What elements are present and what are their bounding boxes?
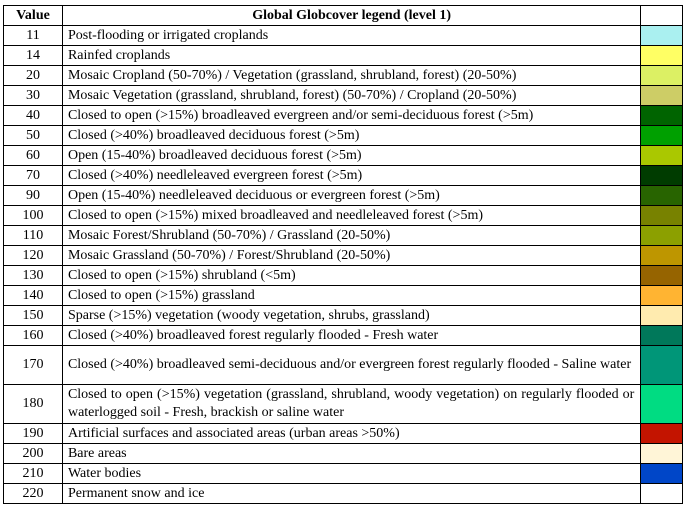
value-column-header: Value bbox=[4, 6, 63, 26]
class-value: 110 bbox=[4, 226, 63, 246]
color-swatch bbox=[641, 424, 682, 443]
class-value: 11 bbox=[4, 26, 63, 46]
table-row bbox=[4, 166, 683, 186]
class-label: Post-flooding or irrigated croplands bbox=[62, 26, 640, 46]
color-swatch bbox=[641, 306, 682, 325]
class-value: 170 bbox=[4, 346, 63, 385]
color-swatch bbox=[641, 126, 682, 145]
class-value: 40 bbox=[4, 106, 63, 126]
table-row bbox=[4, 26, 683, 46]
color-column-header bbox=[641, 6, 683, 26]
globcover-legend-table bbox=[3, 5, 683, 504]
class-label: Water bodies bbox=[62, 464, 640, 484]
color-swatch bbox=[641, 266, 682, 285]
class-value: 130 bbox=[4, 266, 63, 286]
class-value: 150 bbox=[4, 306, 63, 326]
color-swatch bbox=[641, 146, 682, 165]
class-label: Closed (>40%) broadleaved forest regularly flooded - Fresh water bbox=[62, 326, 640, 346]
table-row bbox=[4, 226, 683, 246]
class-value: 140 bbox=[4, 286, 63, 306]
table-row bbox=[4, 186, 683, 206]
class-label: Closed (>40%) broadleaved semi-deciduous and/or evergreen forest regularly flooded - Saline water bbox=[62, 346, 640, 385]
class-value: 180 bbox=[4, 385, 63, 424]
class-label: Closed to open (>15%) shrubland (<5m) bbox=[62, 266, 640, 286]
class-label: Open (15-40%) broadleaved deciduous forest (>5m) bbox=[62, 146, 640, 166]
class-label: Closed to open (>15%) mixed broadleaved and needleleaved forest (>5m) bbox=[62, 206, 640, 226]
table-row bbox=[4, 146, 683, 166]
color-swatch bbox=[641, 26, 682, 45]
class-label: Closed (>40%) needleleaved evergreen forest (>5m) bbox=[62, 166, 640, 186]
color-swatch bbox=[641, 484, 682, 503]
table-row bbox=[4, 246, 683, 266]
class-value: 160 bbox=[4, 326, 63, 346]
table-row bbox=[4, 46, 683, 66]
class-value: 100 bbox=[4, 206, 63, 226]
class-label: Closed to open (>15%) grassland bbox=[62, 286, 640, 306]
class-label: Closed to open (>15%) vegetation (grassland, shrubland, woody vegetation) on regularly flooded or waterlogged soil - Fresh, brackish or saline water bbox=[62, 385, 640, 424]
class-label: Mosaic Grassland (50-70%) / Forest/Shrubland (20-50%) bbox=[62, 246, 640, 266]
class-value: 190 bbox=[4, 424, 63, 444]
table-row bbox=[4, 424, 683, 444]
table-row bbox=[4, 444, 683, 464]
color-swatch bbox=[641, 106, 682, 125]
color-swatch bbox=[641, 206, 682, 225]
color-swatch bbox=[641, 346, 682, 384]
class-value: 200 bbox=[4, 444, 63, 464]
class-label: Artificial surfaces and associated areas (urban areas >50%) bbox=[62, 424, 640, 444]
color-swatch bbox=[641, 246, 682, 265]
class-value: 14 bbox=[4, 46, 63, 66]
table-row bbox=[4, 206, 683, 226]
class-label: Mosaic Forest/Shrubland (50-70%) / Grassland (20-50%) bbox=[62, 226, 640, 246]
color-swatch bbox=[641, 326, 682, 345]
header-row bbox=[4, 6, 683, 26]
class-value: 30 bbox=[4, 86, 63, 106]
table-row bbox=[4, 126, 683, 146]
class-value: 70 bbox=[4, 166, 63, 186]
globcover-legend-container bbox=[3, 5, 683, 504]
table-row bbox=[4, 484, 683, 504]
class-value: 220 bbox=[4, 484, 63, 504]
color-swatch bbox=[641, 464, 682, 483]
table-row bbox=[4, 326, 683, 346]
table-row bbox=[4, 306, 683, 326]
color-swatch bbox=[641, 66, 682, 85]
table-row bbox=[4, 385, 683, 424]
class-label: Permanent snow and ice bbox=[62, 484, 640, 504]
class-label: Open (15-40%) needleleaved deciduous or evergreen forest (>5m) bbox=[62, 186, 640, 206]
table-row bbox=[4, 266, 683, 286]
table-row bbox=[4, 66, 683, 86]
color-swatch bbox=[641, 286, 682, 305]
class-value: 20 bbox=[4, 66, 63, 86]
class-label: Closed (>40%) broadleaved deciduous forest (>5m) bbox=[62, 126, 640, 146]
table-row bbox=[4, 286, 683, 306]
color-swatch bbox=[641, 226, 682, 245]
class-value: 60 bbox=[4, 146, 63, 166]
color-swatch bbox=[641, 166, 682, 185]
color-swatch bbox=[641, 86, 682, 105]
color-swatch bbox=[641, 186, 682, 205]
class-label: Bare areas bbox=[62, 444, 640, 464]
class-label: Closed to open (>15%) broadleaved evergreen and/or semi-deciduous forest (>5m) bbox=[62, 106, 640, 126]
color-swatch bbox=[641, 444, 682, 463]
class-value: 210 bbox=[4, 464, 63, 484]
table-row bbox=[4, 106, 683, 126]
color-swatch bbox=[641, 385, 682, 423]
class-label: Sparse (>15%) vegetation (woody vegetation, shrubs, grassland) bbox=[62, 306, 640, 326]
color-swatch bbox=[641, 46, 682, 65]
class-label: Rainfed croplands bbox=[62, 46, 640, 66]
class-value: 50 bbox=[4, 126, 63, 146]
table-row bbox=[4, 464, 683, 484]
table-row bbox=[4, 86, 683, 106]
class-value: 120 bbox=[4, 246, 63, 266]
class-value: 90 bbox=[4, 186, 63, 206]
legend-column-header: Global Globcover legend (level 1) bbox=[62, 6, 640, 26]
table-row bbox=[4, 346, 683, 385]
class-label: Mosaic Cropland (50-70%) / Vegetation (grassland, shrubland, forest) (20-50%) bbox=[62, 66, 640, 86]
class-label: Mosaic Vegetation (grassland, shrubland, forest) (50-70%) / Cropland (20-50%) bbox=[62, 86, 640, 106]
